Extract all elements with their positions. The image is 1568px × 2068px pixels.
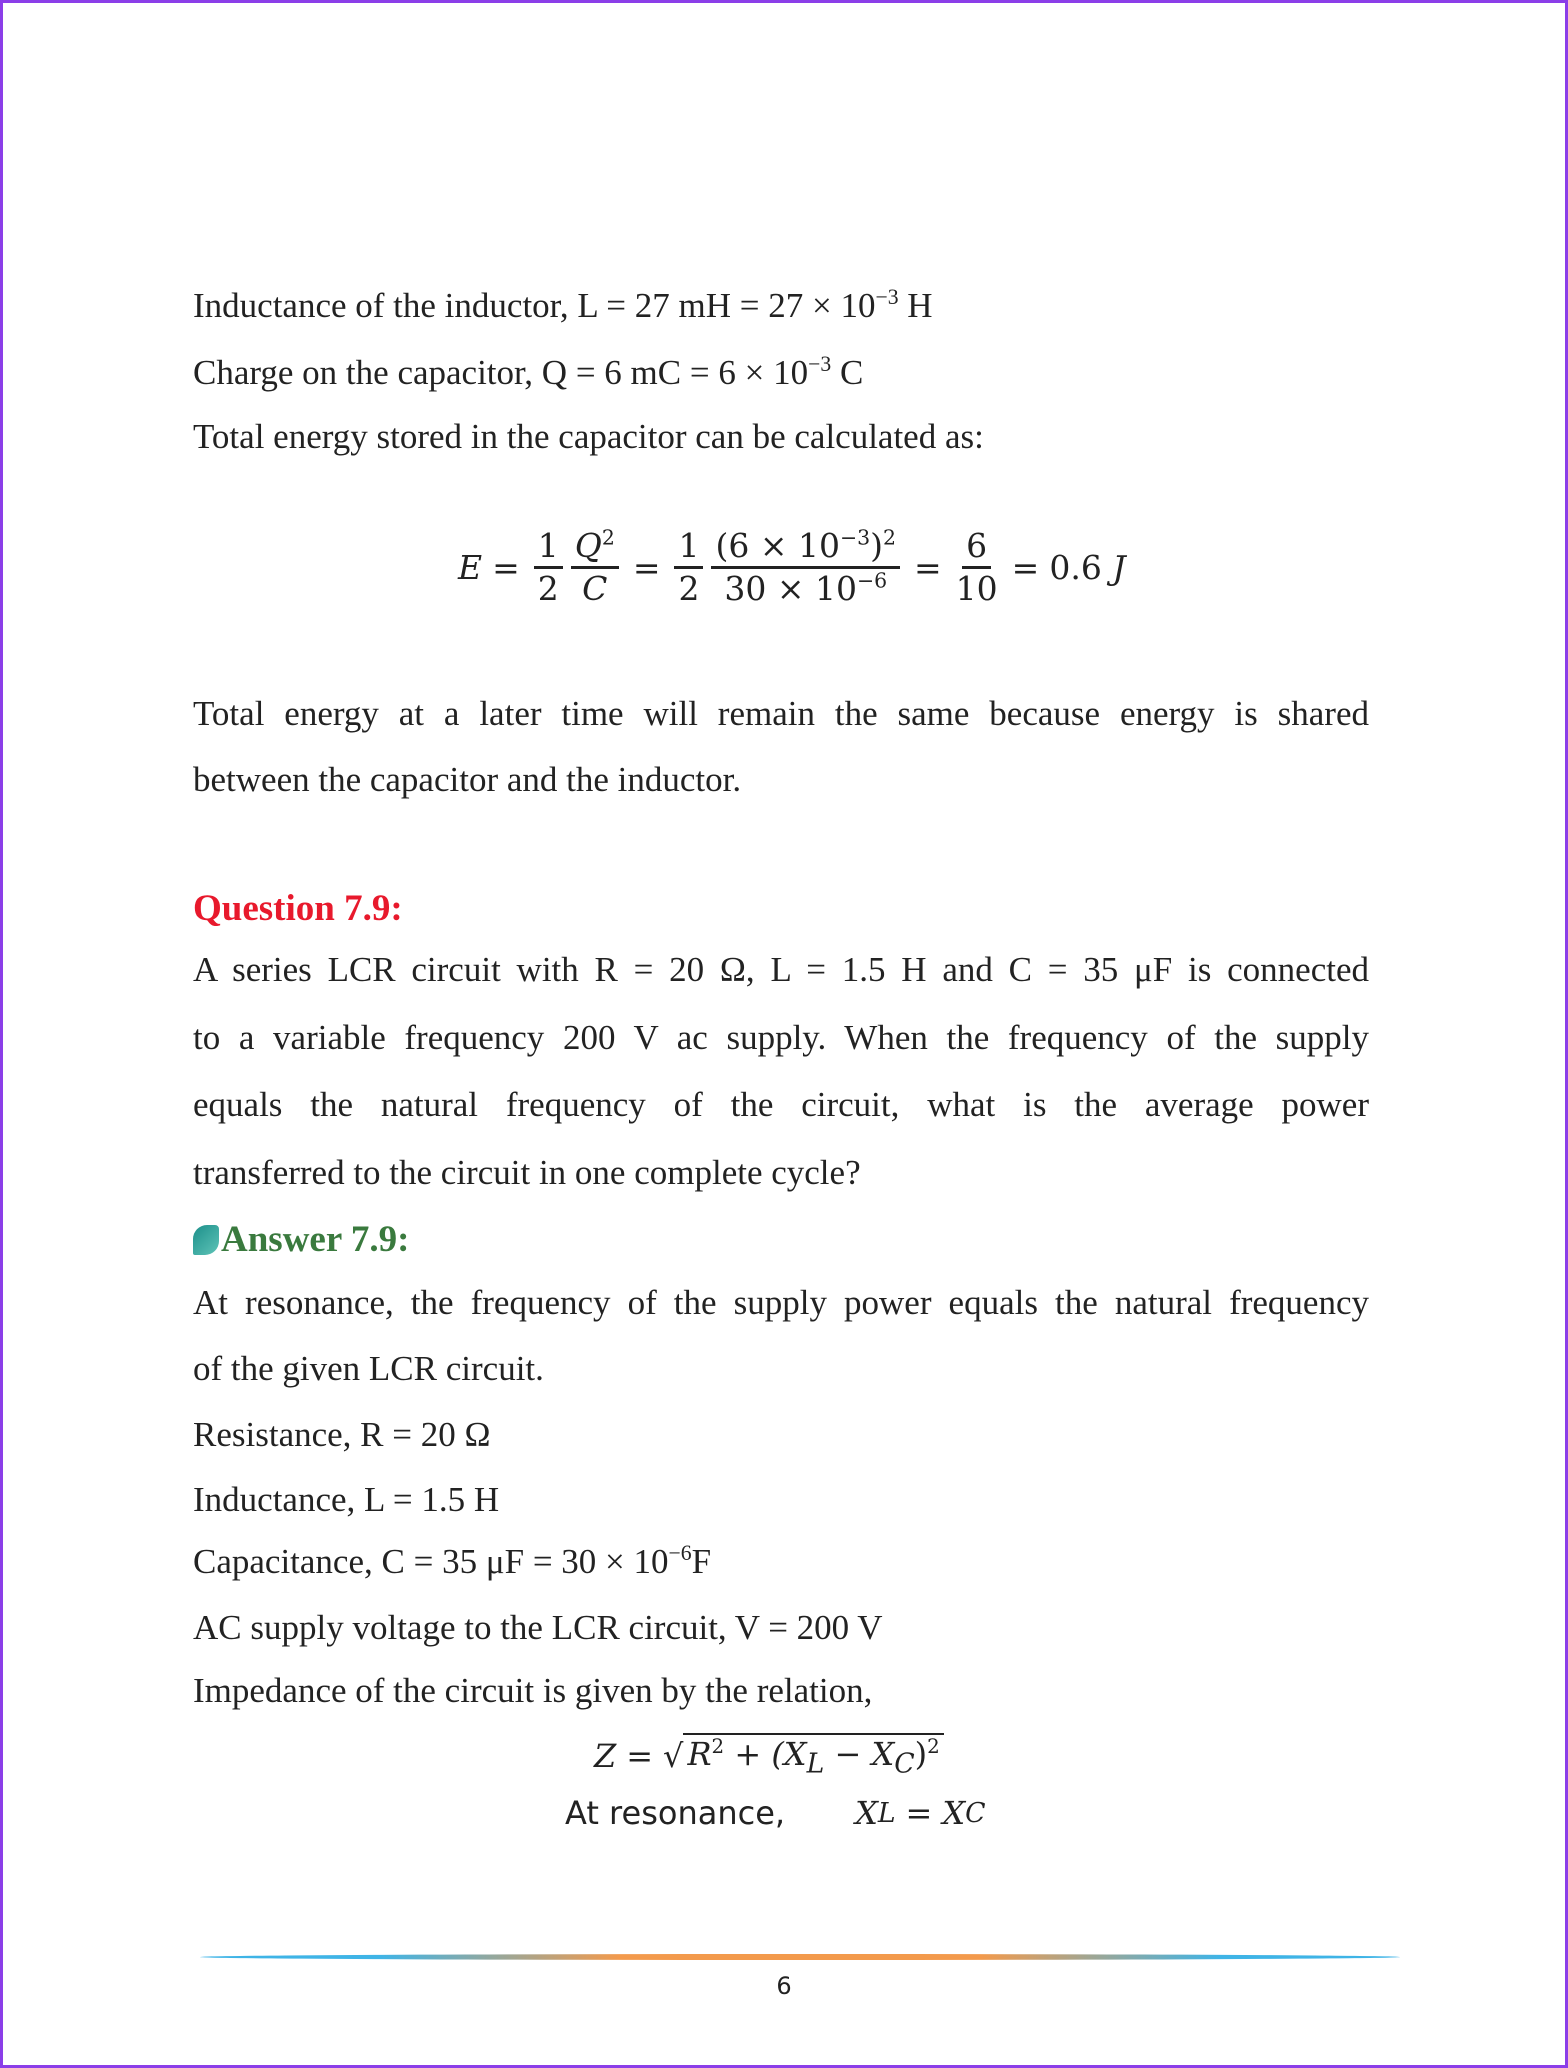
question-line: to a variable frequency 200 V ac supply. When the frequency of the supply [193,1018,1369,1057]
paragraph-line: Total energy at a later time will remain the same because energy is shared [193,694,1369,733]
paragraph-line: between the capacitor and the inductor. [193,760,742,799]
charge-line: Charge on the capacitor, Q = 6 mC = $6 \times 10^{-3}$ C [193,351,864,392]
voltage-line: AC supply voltage to the LCR circuit, V = 200 V [193,1608,883,1647]
question-line: transferred to the circuit in one complete cycle? [193,1153,861,1192]
energy-formula: E = $\frac{1}{2}$ $\frac{Q^2}{C}$ = $\frac{1}{2}$ $\frac{(6 \times 10^{-3})^2}{30 \times 10^{-6}}$ = $\frac{6}{10}$ = 0.6 J [458,525,1126,608]
question-title: Question 7.9: [193,888,403,929]
page-number: 6 [776,1972,792,2000]
inductance-value-line: Inductance, L = 1.5 H [193,1480,500,1519]
inductance-line: Inductance of the inductor, L = 27 mH = $27 \times 10^{-3}$ H [193,284,933,325]
question-line: A series LCR circuit with R = 20 Ω, L = 1.5 H and C = 35 μF is connected [193,950,1369,989]
energy-intro: Total energy stored in the capacitor can be calculated as: [193,417,984,456]
answer-line: At resonance, the frequency of the supply power equals the natural frequency [193,1283,1369,1322]
question-line: equals the natural frequency of the circuit, what is the average power [193,1085,1369,1124]
footer-divider [200,1954,1400,1960]
answer-line: of the given LCR circuit. [193,1349,544,1388]
resistance-line: Resistance, R = 20 Ω [193,1415,491,1454]
impedance-formula: Z = √ $R^2 + (X_L - X_C)^2$ [594,1733,944,1779]
impedance-intro: Impedance of the circuit is given by the relation, [193,1671,873,1710]
capacitance-line: Capacitance, C = 35 $\mu F = 30 \times 10^{-6}F$ [193,1540,712,1581]
answer-title: Answer 7.9: [193,1218,1369,1262]
tiwari-logo-icon [193,1225,219,1255]
resonance-condition: At resonance, X L = X C [565,1794,986,1832]
